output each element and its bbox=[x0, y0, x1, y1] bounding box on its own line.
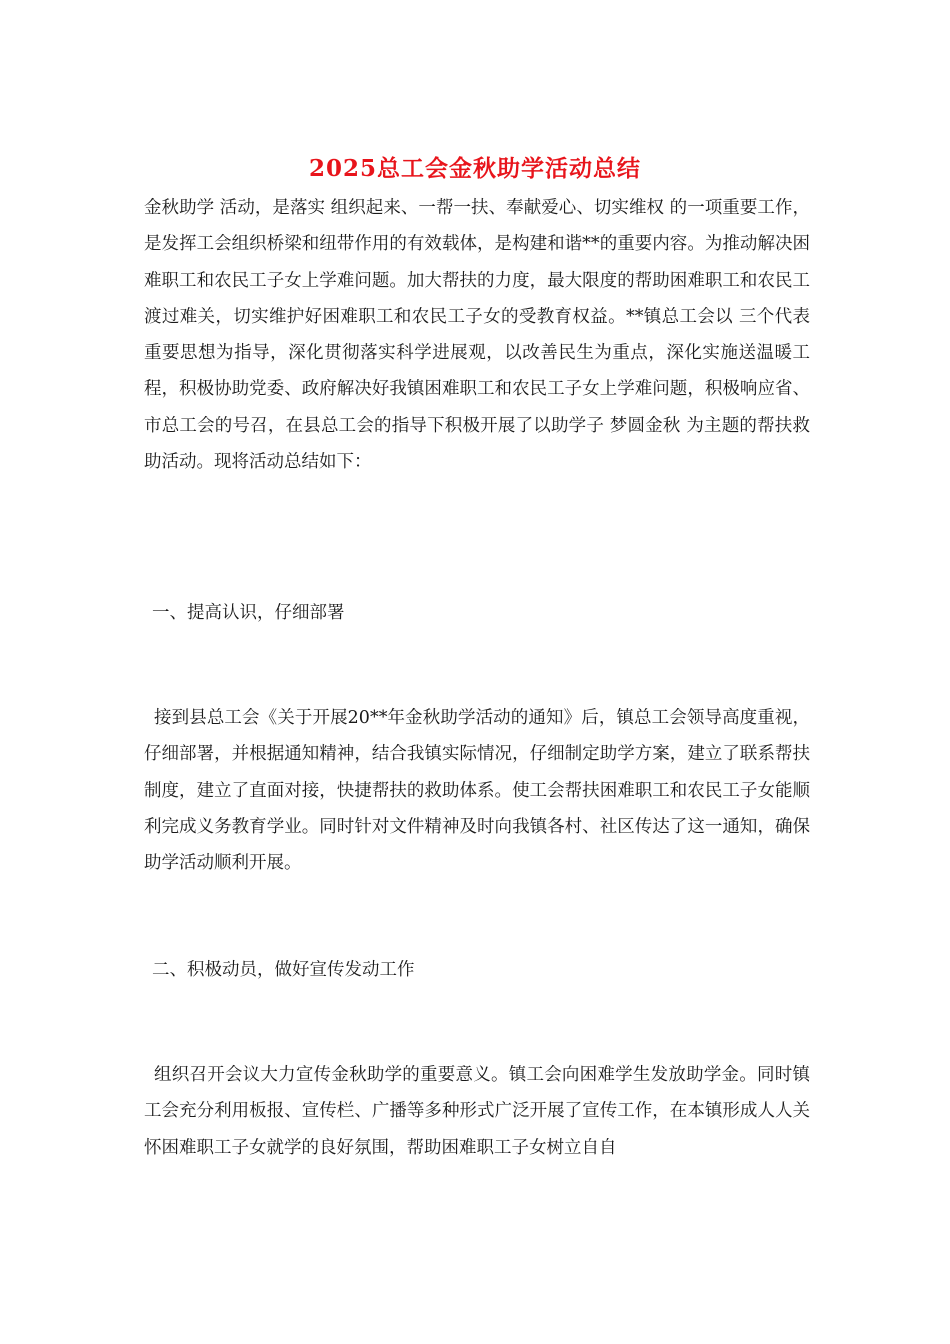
section-2-heading: 二、积极动员，做好宣传发动工作 bbox=[152, 960, 415, 980]
intro-paragraph: 金秋助学 活动，是落实 组织起来、一帮一扶、奉献爱心、切实维权 的一项重要工作，是发挥工会组织桥梁和纽带作用的有效载体，是构建和谐**的重要内容。为推动解决困难职工和农民工子女上学难问题。加大帮扶的力度，最大限度的帮助困难职工和农民工渡过难关，切实维护好困难职工和农民工子女的受教育权益。**镇总工会以 三个代表 重要思想为指导，深化贯彻落实科学进展观，以改善民生为重点，深化实施送温暖工程，积极协助党委、政府解决好我镇困难职工和农民工子女上学难问题，积极响应省、市总工会的号召，在县总工会的指导下积极开展了以助学子 梦圆金秋 为主题的帮扶救助活动。现将活动总结如下： bbox=[144, 198, 810, 473]
section-1-heading: 一、提高认识，仔细部署 bbox=[152, 603, 345, 623]
document-title: 2025总工会金秋助学活动总结 bbox=[308, 155, 641, 182]
section-2-paragraph: 组织召开会议大力宣传金秋助学的重要意义。镇工会向困难学生发放助学金。同时镇工会充分利用板报、宣传栏、广播等多种形式广泛开展了宣传工作，在本镇形成人人关怀困难职工子女就学的良好氛围，帮助困难职工子女树立自自 bbox=[144, 1065, 810, 1158]
section-1-paragraph: 接到县总工会《关于开展20**年金秋助学活动的通知》后，镇总工会领导高度重视，仔细部署，并根据通知精神，结合我镇实际情况，仔细制定助学方案，建立了联系帮扶制度，建立了直面对接，快捷帮扶的救助体系。使工会帮扶困难职工和农民工子女能顺利完成义务教育学业。同时针对文件精神及时向我镇各村、社区传达了这一通知，确保助学活动顺利开展。 bbox=[144, 708, 810, 874]
